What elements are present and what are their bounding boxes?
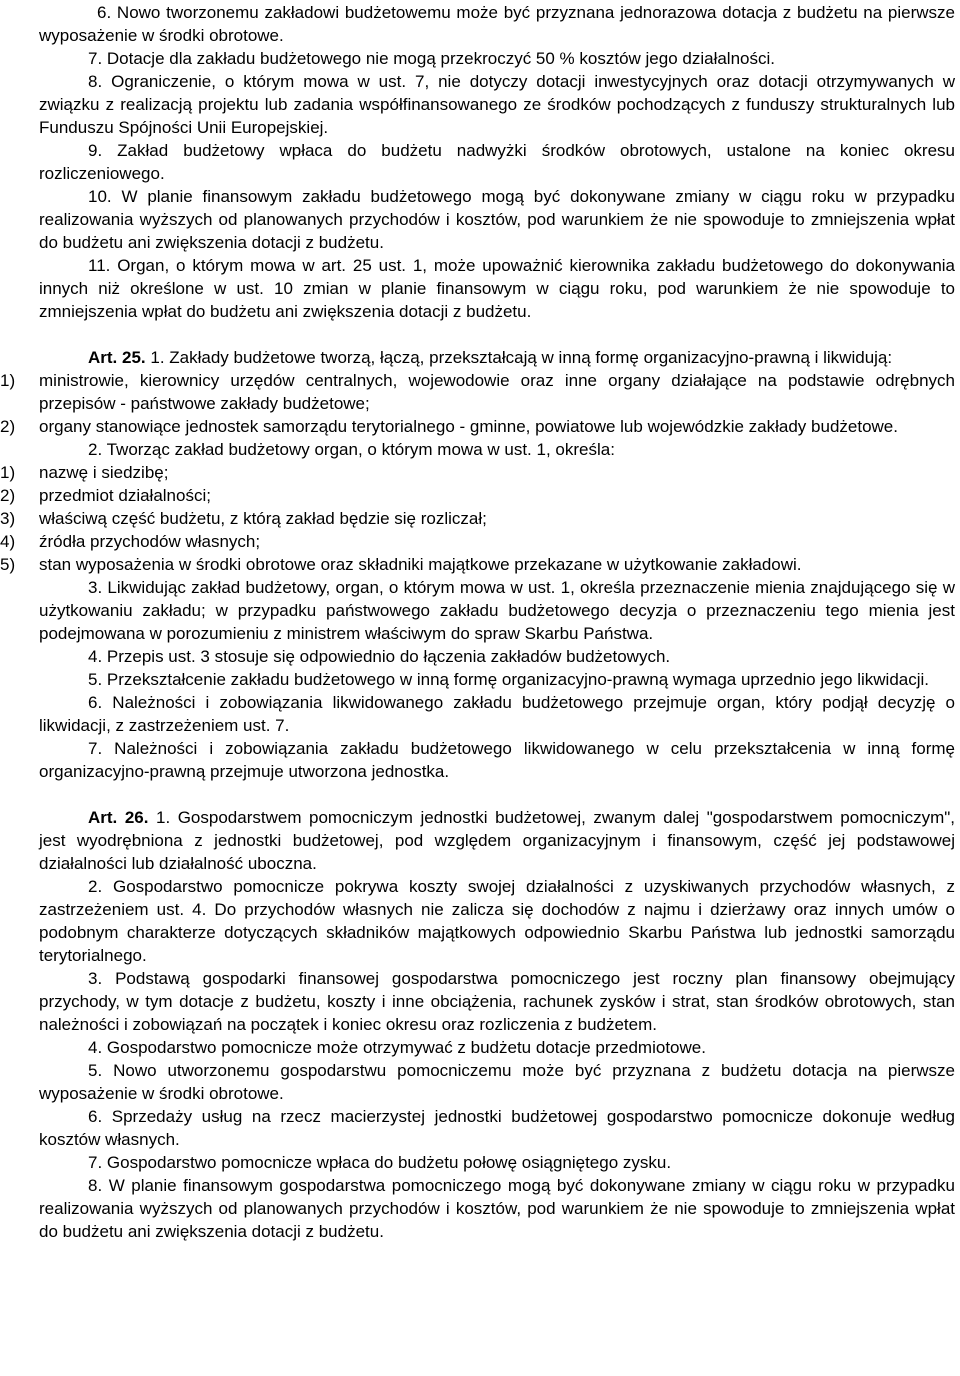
paragraph-ust-10: 10. W planie finansowym zakładu budżetowego mogą być dokonywane zmiany w ciągu roku w przypadku realizowania wyższych od planowanych przychodów i kosztów, pod warunkiem że nie spowoduje to zmniejszenia wpłat do budżetu ani zwiększenia dotacji z budżetu. <box>39 187 955 252</box>
art-25-ust-3: 3. Likwidując zakład budżetowy, organ, o którym mowa w ust. 1, określa przeznaczenie mienia znajdującego się w użytkowaniu zakładu; w przypadku państwowego zakładu budżetowego decyzja o przeznaczeniu tego mienia jest podejmowana w porozumieniu z ministrem właściwym do spraw Skarbu Państwa. <box>39 578 955 643</box>
art-26-ust-8: 8. W planie finansowym gospodarstwa pomocniczego mogą być dokonywane zmiany w ciągu roku w przypadku realizowania wyższych od planowanych przychodów i kosztów, pod warunkiem że nie spowoduje to zmniejszenia wpłat do budżetu ani zwiększenia dotacji z budżetu. <box>39 1176 955 1241</box>
art-25-list2-item-3 <box>0 507 955 530</box>
art-26-ust-3: 3. Podstawą gospodarki finansowej gospodarstwa pomocniczego jest roczny plan finansowy obejmujący przychody, w tym dotacje z budżetu, koszty i inne obciążenia, rachunek zysków i strat, stan środków obrotowych, stan należności i zobowiązań na początek i koniec okresu oraz rozliczenia z budżetem. <box>39 969 955 1034</box>
art-26-heading: Art. 26. <box>88 808 149 827</box>
art-25-ust-4: 4. Przepis ust. 3 stosuje się odpowiednio do łączenia zakładów budżetowych. <box>88 647 671 666</box>
list-text: nazwę i siedzibę; <box>39 463 169 482</box>
list-text: właściwą część budżetu, z którą zakład będzie się rozliczał; <box>39 509 487 528</box>
art-25-heading: Art. 25. <box>88 348 146 367</box>
list-number: 1) <box>0 463 16 482</box>
art-25-list1-item-2 <box>0 415 955 438</box>
list-text: ministrowie, kierownicy urzędów centralnych, wojewodowie oraz inne organy działające na podstawie odrębnych przepisów - państwowe zakłady budżetowe; <box>39 371 955 413</box>
art-25-ust-2: 2. Tworząc zakład budżetowy organ, o którym mowa w ust. 1, określa: <box>88 440 615 459</box>
art-26-intro <box>39 806 955 875</box>
list-number: 1) <box>0 371 16 390</box>
art-25-list1-item-1 <box>0 369 955 415</box>
art-25-list2-item-2 <box>0 484 955 507</box>
paragraph-ust-7: 7. Dotacje dla zakładu budżetowego nie mogą przekroczyć 50 % kosztów jego działalności. <box>88 49 775 68</box>
art-25-list2-item-4 <box>0 530 955 553</box>
list-text: przedmiot działalności; <box>39 486 211 505</box>
paragraph-ust-6: 6. Nowo tworzonemu zakładowi budżetowemu może być przyznana jednorazowa dotacja z budżetu na pierwsze wyposażenie w środki obrotowe. <box>39 3 955 45</box>
art-25-ust-5: 5. Przekształcenie zakładu budżetowego w inną formę organizacyjno-prawną wymaga uprzednio jego likwidacji. <box>88 670 930 689</box>
art-26-ust-1: 1. Gospodarstwem pomocniczym jednostki budżetowej, zwanym dalej "gospodarstwem pomocniczym", jest wyodrębniona z jednostki budżetowej, pod względem organizacyjnym i finansowym, część jej podstawowej działalności lub działalność uboczna. <box>39 808 955 873</box>
art-26-ust-4: 4. Gospodarstwo pomocnicze może otrzymywać z budżetu dotacje przedmiotowe. <box>88 1038 706 1057</box>
art-25-ust-7: 7. Należności i zobowiązania zakładu budżetowego likwidowanego w celu przekształcenia w inną formę organizacyjno-prawną przejmuje utworzona jednostka. <box>39 739 955 781</box>
art-26-ust-7: 7. Gospodarstwo pomocnicze wpłaca do budżetu połowę osiągniętego zysku. <box>88 1153 672 1172</box>
list-number: 2) <box>0 486 16 505</box>
art-25-intro <box>39 346 955 369</box>
list-text: organy stanowiące jednostek samorządu terytorialnego - gminne, powiatowe lub wojewódzkie zakłady budżetowe. <box>39 417 898 436</box>
list-text: źródła przychodów własnych; <box>39 532 261 551</box>
art-25-list2-item-5 <box>0 553 955 576</box>
art-26-ust-5: 5. Nowo utworzonemu gospodarstwu pomocniczemu może być przyznana z budżetu dotacja na pierwsze wyposażenie w środki obrotowe. <box>39 1061 955 1103</box>
list-number: 3) <box>0 509 16 528</box>
art-26-ust-2: 2. Gospodarstwo pomocnicze pokrywa koszty swojej działalności z uzyskiwanych przychodów własnych, z zastrzeżeniem ust. 4. Do przychodów własnych nie zalicza się dochodów z najmu i dzierżawy oraz innych umów o podobnym charakterze dotyczących składników majątkowych odpowiednio Skarbu Państwa lub jednostki samorządu terytorialnego. <box>39 877 955 965</box>
art-26-ust-6: 6. Sprzedaży usług na rzecz macierzystej jednostki budżetowej gospodarstwo pomocnicze dokonuje według kosztów własnych. <box>39 1107 955 1149</box>
list-number: 2) <box>0 417 16 436</box>
art-25-list2-item-1 <box>0 461 955 484</box>
art-25-ust-1: 1. Zakłady budżetowe tworzą, łączą, przekształcają w inną formę organizacyjno-prawną i likwidują: <box>145 348 893 367</box>
paragraph-ust-8: 8. Ograniczenie, o którym mowa w ust. 7, nie dotyczy dotacji inwestycyjnych oraz dotacji otrzymywanych w związku z realizacją projektu lub zadania współfinansowanego ze środków pochodzących z funduszy strukturalnych lub Funduszu Spójności Unii Europejskiej. <box>39 72 955 137</box>
paragraph-ust-11: 11. Organ, o którym mowa w art. 25 ust. 1, może upoważnić kierownika zakładu budżetowego do dokonywania innych niż określone w ust. 10 zmian w planie finansowym w ciągu roku, pod warunkiem że nie spowoduje to zmniejszenia wpłat do budżetu ani zwiększenia dotacji z budżetu. <box>39 256 955 321</box>
paragraph-ust-9: 9. Zakład budżetowy wpłaca do budżetu nadwyżki środków obrotowych, ustalone na koniec okresu rozliczeniowego. <box>39 141 955 183</box>
list-number: 4) <box>0 532 16 551</box>
list-text: stan wyposażenia w środki obrotowe oraz składniki majątkowe przekazane w użytkowanie zakładowi. <box>39 555 802 574</box>
spacer <box>39 783 955 806</box>
spacer <box>39 323 955 346</box>
art-25-ust-6: 6. Należności i zobowiązania likwidowanego zakładu budżetowego przejmuje organ, który podjął decyzję o likwidacji, z zastrzeżeniem ust. 7. <box>39 693 955 735</box>
list-number: 5) <box>0 555 16 574</box>
